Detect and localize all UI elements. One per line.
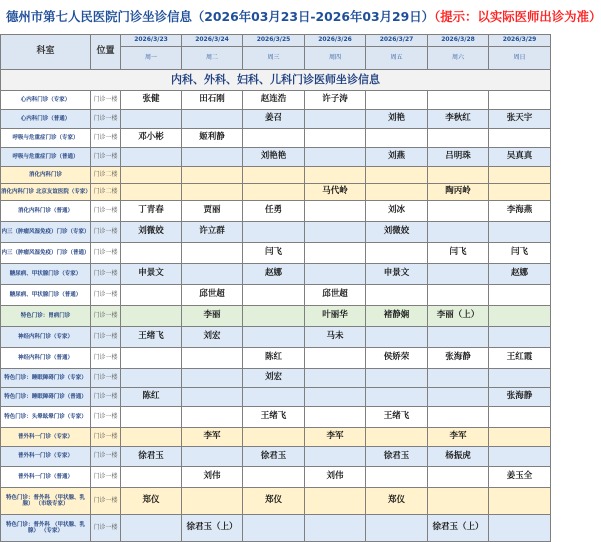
doctor-cell: [428, 222, 489, 243]
doctor-cell: [243, 306, 305, 327]
doctor-cell: 赵娜: [243, 264, 305, 285]
doctor-cell: [489, 129, 551, 148]
doctor-cell: [121, 428, 182, 447]
header-weekday: 周六: [428, 47, 489, 70]
schedule-row: [1, 201, 551, 222]
doctor-cell: 郑仪: [243, 488, 305, 515]
clinic-location: 门诊一楼: [91, 264, 121, 285]
doctor-cell: [366, 467, 428, 488]
doctor-cell: [182, 184, 243, 201]
header-weekday: 周一: [121, 47, 182, 70]
doctor-cell: [366, 369, 428, 388]
doctor-cell: 赵连浩: [243, 91, 305, 110]
schedule-row: [1, 388, 551, 407]
doctor-cell: [305, 388, 366, 407]
doctor-cell: [366, 515, 428, 542]
doctor-cell: [428, 327, 489, 348]
doctor-cell: [182, 369, 243, 388]
clinic-location: 门诊一楼: [91, 243, 121, 264]
header-weekday: 周二: [182, 47, 243, 70]
doctor-cell: [182, 407, 243, 428]
doctor-cell: [182, 264, 243, 285]
clinic-location: 门诊一楼: [91, 306, 121, 327]
doctor-cell: [182, 447, 243, 467]
doctor-cell: [489, 222, 551, 243]
doctor-cell: 许立群: [182, 222, 243, 243]
doctor-cell: [182, 388, 243, 407]
doctor-cell: [243, 184, 305, 201]
doctor-cell: [121, 184, 182, 201]
doctor-cell: [182, 348, 243, 369]
doctor-cell: 吴真真: [489, 148, 551, 167]
doctor-cell: 徐君玉（上）: [428, 515, 489, 542]
doctor-cell: [428, 407, 489, 428]
doctor-cell: 张天宇: [489, 110, 551, 129]
schedule-table: [0, 34, 551, 542]
doctor-cell: [428, 167, 489, 184]
clinic-location: 门诊一楼: [91, 110, 121, 129]
doctor-cell: [489, 306, 551, 327]
doctor-cell: 任勇: [243, 201, 305, 222]
doctor-cell: 刘冰: [366, 201, 428, 222]
doctor-cell: 李军: [305, 428, 366, 447]
schedule-row: [1, 327, 551, 348]
doctor-cell: [305, 148, 366, 167]
schedule-row: [1, 488, 551, 515]
doctor-cell: [243, 515, 305, 542]
schedule-row: [1, 515, 551, 542]
doctor-cell: [121, 348, 182, 369]
schedule-row: [1, 110, 551, 129]
doctor-cell: [489, 515, 551, 542]
doctor-cell: 刘伟: [182, 467, 243, 488]
doctor-cell: [121, 407, 182, 428]
doctor-cell: [305, 447, 366, 467]
doctor-cell: 邱世超: [305, 285, 366, 306]
doctor-cell: [366, 388, 428, 407]
schedule-row: [1, 129, 551, 148]
header-weekday: 周五: [366, 47, 428, 70]
doctor-cell: [366, 327, 428, 348]
doctor-cell: 王绪飞: [243, 407, 305, 428]
doctor-cell: [305, 167, 366, 184]
doctor-cell: [121, 369, 182, 388]
doctor-cell: [428, 467, 489, 488]
schedule-row: [1, 148, 551, 167]
doctor-cell: [243, 388, 305, 407]
doctor-cell: 王绪飞: [366, 407, 428, 428]
doctor-cell: [366, 167, 428, 184]
doctor-cell: 王绪飞: [121, 327, 182, 348]
schedule-row: [1, 306, 551, 327]
doctor-cell: 褚静娴: [366, 306, 428, 327]
doctor-cell: 刘宏: [243, 369, 305, 388]
clinic-location: 门诊一楼: [91, 467, 121, 488]
doctor-cell: 邱世超: [182, 285, 243, 306]
doctor-cell: 邓小彬: [121, 129, 182, 148]
doctor-cell: 徐君玉: [366, 447, 428, 467]
doctor-cell: 陶丙岭: [428, 184, 489, 201]
doctor-cell: 李秋红: [428, 110, 489, 129]
doctor-cell: [182, 110, 243, 129]
doctor-cell: 侯娇荣: [366, 348, 428, 369]
dept-name: 特色门诊：睡眠障碍门诊（专家）: [1, 369, 91, 388]
doctor-cell: 闫飞: [489, 243, 551, 264]
doctor-cell: 张海静: [489, 388, 551, 407]
schedule-row: [1, 222, 551, 243]
doctor-cell: 姜玉全: [489, 467, 551, 488]
header-location: 位置: [91, 35, 121, 70]
doctor-cell: 丁青春: [121, 201, 182, 222]
doctor-cell: [428, 201, 489, 222]
header-dept: 科室: [1, 35, 91, 70]
clinic-location: 门诊一楼: [91, 407, 121, 428]
doctor-cell: [305, 488, 366, 515]
dept-name: 消化内科门诊: [1, 167, 91, 184]
doctor-cell: [182, 148, 243, 167]
doctor-cell: 张健: [121, 91, 182, 110]
doctor-cell: [182, 488, 243, 515]
doctor-cell: 徐君玉（上）: [182, 515, 243, 542]
header-date: 2026/3/27: [366, 35, 428, 47]
doctor-cell: 徐君玉: [121, 447, 182, 467]
doctor-cell: 马未: [305, 327, 366, 348]
clinic-location: 门诊二楼: [91, 184, 121, 201]
doctor-cell: [489, 167, 551, 184]
doctor-cell: 赵娜: [489, 264, 551, 285]
dept-name: 呼吸与危重症门诊（专家）: [1, 129, 91, 148]
doctor-cell: 杨振虎: [428, 447, 489, 467]
clinic-location: 门诊一楼: [91, 388, 121, 407]
doctor-cell: 刘微姣: [366, 222, 428, 243]
dept-name: 神经内科门诊（专家）: [1, 327, 91, 348]
schedule-row: [1, 348, 551, 369]
title-main: 德州市第七人民医院门诊坐诊信息（2026年03月23日-2026年03月29日）: [6, 9, 435, 24]
doctor-cell: [305, 222, 366, 243]
dept-name: 呼吸与危重症门诊（普通）: [1, 148, 91, 167]
doctor-cell: [121, 306, 182, 327]
schedule-row: [1, 167, 551, 184]
header-date: 2026/3/25: [243, 35, 305, 47]
schedule-row: [1, 243, 551, 264]
doctor-cell: 刘燕: [366, 148, 428, 167]
schedule-row: [1, 184, 551, 201]
clinic-location: 门诊一楼: [91, 129, 121, 148]
dept-name: 消化内科门诊 北京友谊医院（专家）: [1, 184, 91, 201]
doctor-cell: 吕明珠: [428, 148, 489, 167]
doctor-cell: [305, 515, 366, 542]
clinic-location: 门诊一楼: [91, 222, 121, 243]
schedule-row: [1, 91, 551, 110]
doctor-cell: [366, 91, 428, 110]
header-weekday: 周日: [489, 47, 551, 70]
doctor-cell: [305, 369, 366, 388]
header-date: 2026/3/23: [121, 35, 182, 47]
clinic-location: 门诊一楼: [91, 515, 121, 542]
doctor-cell: [489, 91, 551, 110]
clinic-location: 门诊一楼: [91, 428, 121, 447]
doctor-cell: [428, 488, 489, 515]
doctor-cell: [366, 285, 428, 306]
doctor-cell: 李海燕: [489, 201, 551, 222]
doctor-cell: 刘艳艳: [243, 148, 305, 167]
doctor-cell: [182, 167, 243, 184]
schedule-row: [1, 428, 551, 447]
doctor-cell: 刘微姣: [121, 222, 182, 243]
schedule-row: [1, 285, 551, 306]
doctor-cell: [428, 369, 489, 388]
doctor-cell: 陈红: [121, 388, 182, 407]
doctor-cell: 李军: [428, 428, 489, 447]
clinic-location: 门诊一楼: [91, 348, 121, 369]
doctor-cell: [243, 467, 305, 488]
doctor-cell: [489, 327, 551, 348]
doctor-cell: [243, 285, 305, 306]
clinic-location: 门诊一楼: [91, 285, 121, 306]
doctor-cell: [428, 91, 489, 110]
schedule-row: [1, 447, 551, 467]
doctor-cell: [243, 428, 305, 447]
doctor-cell: 郑仪: [121, 488, 182, 515]
doctor-cell: [305, 110, 366, 129]
header-weekday: 周三: [243, 47, 305, 70]
doctor-cell: [305, 243, 366, 264]
doctor-cell: 李丽: [182, 306, 243, 327]
schedule-row: [1, 369, 551, 388]
doctor-cell: [243, 327, 305, 348]
doctor-cell: [305, 264, 366, 285]
doctor-cell: [121, 110, 182, 129]
doctor-cell: [489, 369, 551, 388]
doctor-cell: 陈红: [243, 348, 305, 369]
dept-name: 特色门诊：普外科 （甲状腺、乳腺） （专家）: [1, 515, 91, 542]
doctor-cell: [121, 243, 182, 264]
schedule-row: [1, 264, 551, 285]
doctor-cell: [428, 129, 489, 148]
dept-name: 特色门诊：胃病门诊: [1, 306, 91, 327]
doctor-cell: [366, 184, 428, 201]
doctor-cell: 申景文: [366, 264, 428, 285]
doctor-cell: 许子涛: [305, 91, 366, 110]
doctor-cell: [121, 515, 182, 542]
clinic-location: 门诊一楼: [91, 447, 121, 467]
doctor-cell: 郑仪: [366, 488, 428, 515]
doctor-cell: 李军: [182, 428, 243, 447]
header-weekday: 周四: [305, 47, 366, 70]
doctor-cell: 田石刚: [182, 91, 243, 110]
page-title: [0, 0, 601, 34]
dept-name: 普外科一门诊（专家）: [1, 447, 91, 467]
doctor-cell: 张海静: [428, 348, 489, 369]
doctor-cell: [366, 129, 428, 148]
doctor-cell: 刘艳: [366, 110, 428, 129]
doctor-cell: [243, 129, 305, 148]
doctor-cell: 王红霞: [489, 348, 551, 369]
doctor-cell: [489, 447, 551, 467]
doctor-cell: [243, 167, 305, 184]
doctor-cell: [305, 407, 366, 428]
doctor-cell: 姜召: [243, 110, 305, 129]
doctor-cell: [428, 285, 489, 306]
doctor-cell: [489, 184, 551, 201]
doctor-cell: [121, 285, 182, 306]
clinic-location: 门诊一楼: [91, 488, 121, 515]
doctor-cell: [305, 201, 366, 222]
doctor-cell: [428, 388, 489, 407]
doctor-cell: [489, 407, 551, 428]
header-date: 2026/3/24: [182, 35, 243, 47]
title-notice: （提示：以实际医师出诊为准）: [434, 9, 601, 24]
dept-name: 内三（肿瘤风湿免疫）门诊（普通）: [1, 243, 91, 264]
dept-name: 内三（肿瘤风湿免疫）门诊（专家）: [1, 222, 91, 243]
dept-name: 糖尿病、甲状腺门诊（普通）: [1, 285, 91, 306]
doctor-cell: 马代岭: [305, 184, 366, 201]
doctor-cell: [366, 428, 428, 447]
doctor-cell: [489, 488, 551, 515]
doctor-cell: 闫飞: [243, 243, 305, 264]
doctor-cell: [182, 243, 243, 264]
doctor-cell: [489, 428, 551, 447]
doctor-cell: 刘宏: [182, 327, 243, 348]
doctor-cell: 李丽（上）: [428, 306, 489, 327]
doctor-cell: 姬利静: [182, 129, 243, 148]
schedule-row: [1, 467, 551, 488]
doctor-cell: 叶丽华: [305, 306, 366, 327]
dept-name: 特色门诊：普外科 （甲状腺、乳腺） （市级专家）: [1, 488, 91, 515]
dept-name: 消化内科门诊（普通）: [1, 201, 91, 222]
dept-name: 神经内科门诊（普通）: [1, 348, 91, 369]
doctor-cell: [121, 467, 182, 488]
clinic-location: 门诊一楼: [91, 327, 121, 348]
clinic-location: 门诊一楼: [91, 369, 121, 388]
doctor-cell: 闫飞: [428, 243, 489, 264]
clinic-location: 门诊一楼: [91, 148, 121, 167]
doctor-cell: [489, 285, 551, 306]
dept-name: 心内科门诊（专家）: [1, 91, 91, 110]
doctor-cell: [121, 148, 182, 167]
header-date: 2026/3/29: [489, 35, 551, 47]
dept-name: 普外科一门诊（普通）: [1, 467, 91, 488]
clinic-location: 门诊二楼: [91, 167, 121, 184]
dept-name: 糖尿病、甲状腺门诊（专家）: [1, 264, 91, 285]
doctor-cell: 贾丽: [182, 201, 243, 222]
doctor-cell: [305, 129, 366, 148]
doctor-cell: [428, 264, 489, 285]
doctor-cell: 徐君玉: [243, 447, 305, 467]
doctor-cell: 申景文: [121, 264, 182, 285]
header-date: 2026/3/28: [428, 35, 489, 47]
dept-name: 普外科一门诊（专家）: [1, 428, 91, 447]
dept-name: 特色门诊：睡眠障碍门诊（普通）: [1, 388, 91, 407]
clinic-location: 门诊一楼: [91, 91, 121, 110]
doctor-cell: [243, 222, 305, 243]
section-title: 内科、外科、妇科、儿科门诊医师坐诊信息: [1, 70, 551, 91]
dept-name: 特色门诊：头晕眩晕门诊（专家）: [1, 407, 91, 428]
doctor-cell: [305, 348, 366, 369]
schedule-row: [1, 407, 551, 428]
header-date: 2026/3/26: [305, 35, 366, 47]
doctor-cell: [121, 167, 182, 184]
dept-name: 心内科门诊（普通）: [1, 110, 91, 129]
doctor-cell: [366, 243, 428, 264]
clinic-location: 门诊一楼: [91, 201, 121, 222]
doctor-cell: 刘伟: [305, 467, 366, 488]
